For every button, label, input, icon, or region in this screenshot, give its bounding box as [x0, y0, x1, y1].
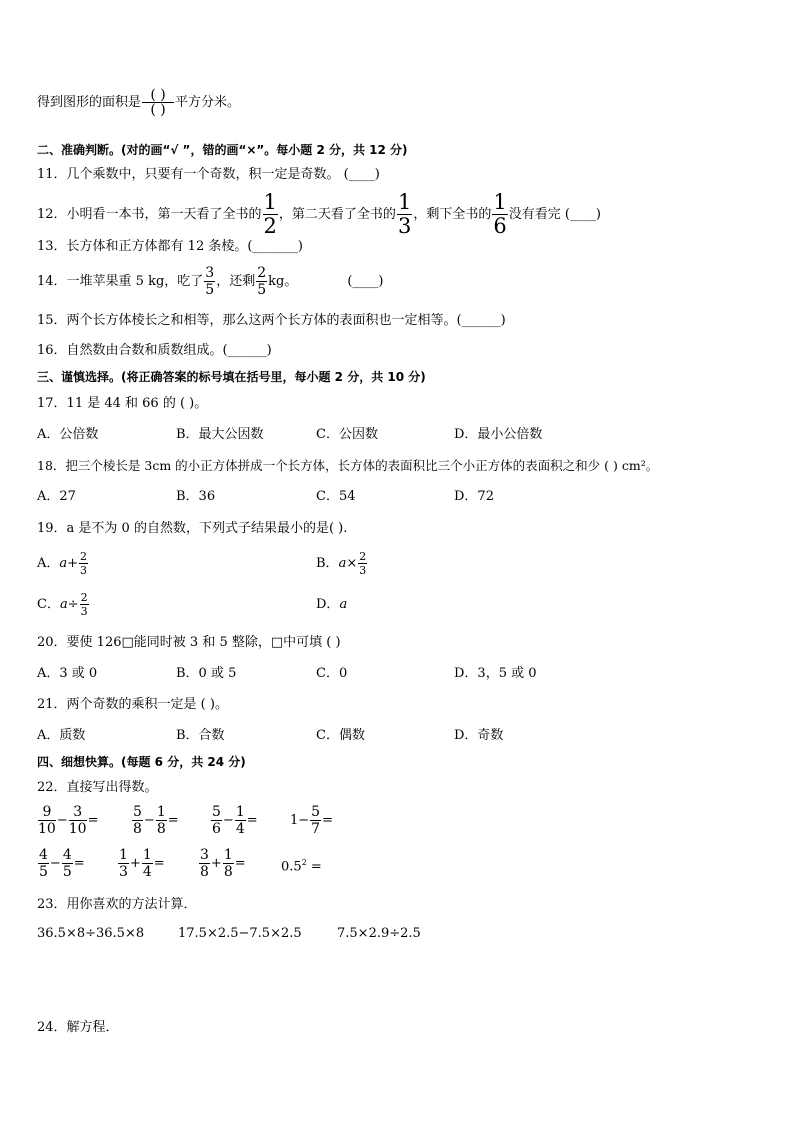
question-21-stem: 21．两个奇数的乘积一定是 ( )。 — [37, 697, 228, 712]
q21-option-b[interactable]: B．合数 — [176, 728, 225, 743]
q22-expression-1: $\frac{9}{10}$ − $\frac{3}{10}$ = — [38, 804, 99, 837]
answer-fraction-blank — [142, 88, 174, 117]
question-23-stem: 23．用你喜欢的方法计算． — [37, 897, 197, 912]
q14-text-a: 14．一堆苹果重 5 kg，吃了 — [37, 274, 204, 289]
q22-expression-5: $\frac{4}{5}$ − $\frac{4}{5}$ = — [39, 847, 85, 880]
question-16: 16．自然数由合数和质数组成。(______) — [37, 343, 272, 358]
q18-option-a[interactable]: A．27 — [37, 489, 76, 504]
q17-option-a[interactable]: A．公倍数 — [37, 427, 99, 442]
q22-expression-7: $\frac{3}{8}$ + $\frac{1}{8}$ = — [200, 847, 246, 880]
q12-text-d: 没有看完 (____) — [508, 207, 601, 222]
q14-text-c: kg。 — [268, 274, 298, 289]
q20-option-c[interactable]: C．0 — [316, 666, 348, 681]
question-19-stem: 19．a 是不为 0 的自然数，下列式子结果最小的是( ). — [37, 521, 348, 536]
section-3-heading: 三、谨慎选择。(将正确答案的标号填在括号里，每小题 2 分，共 10 分) — [37, 370, 426, 384]
q17-option-c[interactable]: C．公因数 — [316, 427, 378, 442]
question-11: 11．几个乘数中，只要有一个奇数，积一定是奇数。 (____) — [37, 167, 380, 182]
q21-option-a[interactable]: A．质数 — [37, 728, 86, 743]
question-20-stem: 20．要使 126□能同时被 3 和 5 整除，□中可填 ( ) — [37, 635, 341, 650]
q12-text-a: 12．小明看一本书，第一天看了全书的 — [37, 207, 262, 222]
question-17-stem: 17．11 是 44 和 66 的 ( )。 — [37, 396, 208, 411]
q17-option-d[interactable]: D．最小公倍数 — [454, 427, 543, 442]
top-text-before: 得到图形的面积是 — [37, 95, 142, 110]
top-text-after: 平方分米。 — [175, 95, 241, 110]
q21-option-d[interactable]: D．奇数 — [454, 728, 504, 743]
q12-fraction-3: $\frac{1}{6}$ — [493, 190, 507, 238]
q12-fraction-1: $\frac{1}{2}$ — [263, 190, 277, 238]
q12-fraction-2: $\frac{1}{3}$ — [397, 190, 412, 238]
top-line — [37, 88, 240, 117]
q22-expression-4: 1− $\frac{5}{7}$ = — [290, 804, 333, 837]
question-24-stem: 24．解方程． — [37, 1020, 119, 1035]
q12-text-b: ，第二天看了全书的 — [278, 207, 396, 222]
q14-text-b: ，还剩 — [216, 274, 256, 289]
q19-option-b[interactable]: B．a× $\frac{2}{3}$ — [316, 550, 367, 577]
q20-option-b[interactable]: B．0 或 5 — [176, 666, 237, 681]
q23-calculation-2: 17.5×2.5−7.5×2.5 — [178, 926, 302, 941]
q14-fraction-1: $\frac{3}{5}$ — [205, 265, 215, 298]
q19-option-d[interactable]: D．a — [316, 597, 348, 612]
question-22-stem: 22．直接写出得数。 — [37, 780, 158, 795]
question-18-stem: 18．把三个棱长是 3cm 的小正方体拼成一个长方体，长方体的表面积比三个小正方体的表面积之和少 ( ) cm²。 — [37, 458, 659, 473]
q19-option-c[interactable]: C．a÷ $\frac{2}{3}$ — [37, 591, 88, 618]
q23-calculation-3: 7.5×2.9÷2.5 — [337, 926, 421, 941]
fraction-numerator-blank: ( ) — [142, 88, 174, 103]
section-2-heading: 二、准确判断。(对的画“√ ”，错的画“×”。每小题 2 分，共 12 分) — [37, 143, 408, 157]
section-4-heading: 四、细想快算。(每题 6 分，共 24 分) — [37, 755, 246, 769]
question-13: 13．长方体和正方体都有 12 条棱。(_______) — [37, 239, 303, 254]
q20-option-a[interactable]: A．3 或 0 — [37, 666, 98, 681]
question-12 — [37, 192, 601, 237]
q12-text-c: ，剩下全书的 — [413, 207, 492, 222]
q22-expression-2: $\frac{5}{8}$ − $\frac{1}{8}$ = — [133, 804, 179, 837]
q17-option-b[interactable]: B．最大公因数 — [176, 427, 264, 442]
q22-expression-6: $\frac{1}{3}$ + $\frac{1}{4}$ = — [119, 847, 165, 880]
fraction-denominator-blank: ( ) — [150, 102, 166, 118]
q23-calculation-1: 36.5×8÷36.5×8 — [37, 926, 145, 941]
q14-fraction-2: $\frac{2}{5}$ — [257, 265, 267, 298]
q18-option-d[interactable]: D．72 — [454, 489, 494, 504]
q22-expression-3: $\frac{5}{6}$ − $\frac{1}{4}$ = — [212, 804, 258, 837]
q18-option-c[interactable]: C．54 — [316, 489, 356, 504]
q19-option-a[interactable]: A．a+ $\frac{2}{3}$ — [37, 550, 88, 577]
q21-option-c[interactable]: C．偶数 — [316, 728, 365, 743]
question-15: 15．两个长方体棱长之和相等，那么这两个长方体的表面积也一定相等。(______) — [37, 313, 506, 328]
question-14 — [37, 266, 384, 298]
q20-option-d[interactable]: D．3，5 或 0 — [454, 666, 537, 681]
q18-option-b[interactable]: B．36 — [176, 489, 216, 504]
q22-expression-8: $0.5^2$ = — [281, 858, 322, 875]
q14-answer-blank: (____) — [347, 274, 384, 289]
